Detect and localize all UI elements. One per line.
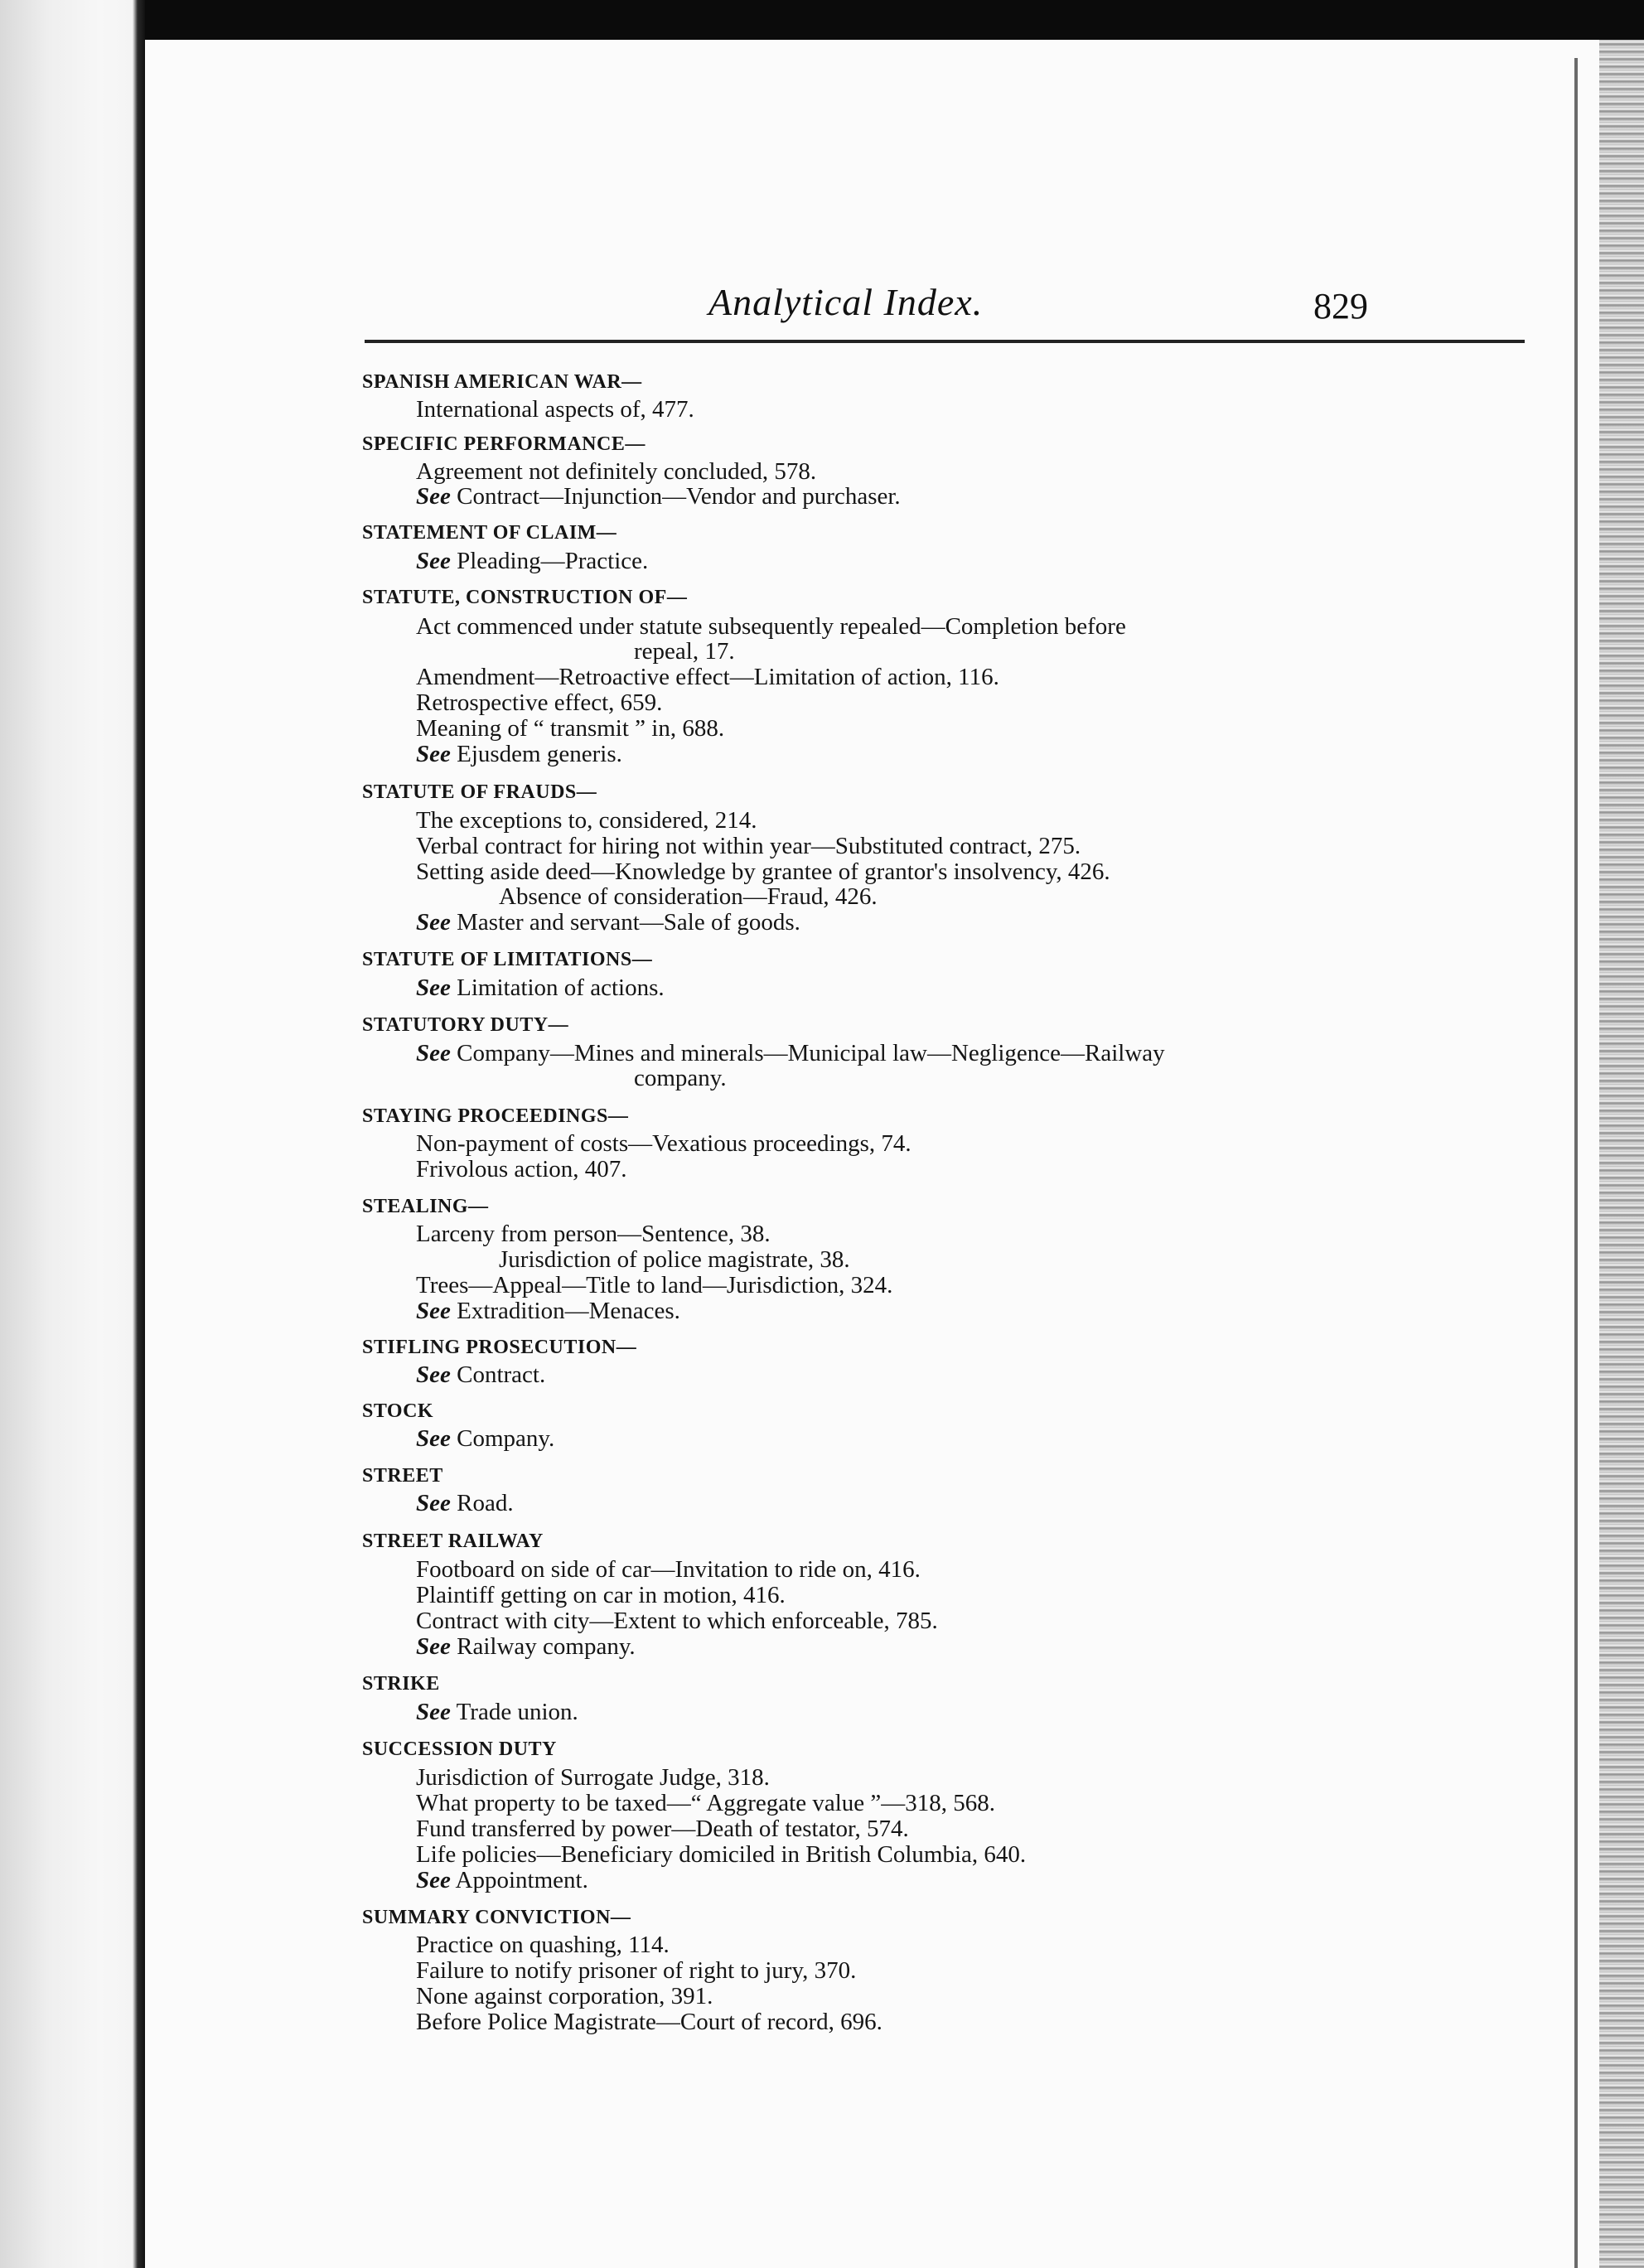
see-target: Company—Mines and minerals—Municipal law—Negligence—Railway [450, 1040, 1165, 1066]
see-reference [416, 548, 648, 575]
index-entry: Meaning of “ transmit ” in, 688. [416, 715, 725, 742]
see-reference [416, 1361, 545, 1389]
see-reference [416, 1425, 554, 1453]
see-target: Master and servant—Sale of goods. [450, 909, 800, 936]
see-target: Limitation of actions. [450, 974, 665, 1001]
index-entry-continuation: company. [634, 1065, 727, 1091]
scan-top-border [0, 0, 1644, 40]
see-label: See [416, 741, 451, 767]
see-target: Trade union. [450, 1699, 578, 1725]
scan-binding-edge [0, 0, 145, 2268]
see-target: Pleading—Practice. [450, 548, 649, 574]
index-heading: SPECIFIC PERFORMANCE— [362, 433, 646, 455]
index-heading: STATUTE OF LIMITATIONS— [362, 949, 653, 970]
header-rule [365, 340, 1525, 343]
see-reference [416, 1490, 514, 1517]
index-heading: STATUTE, CONSTRUCTION OF— [362, 587, 688, 608]
see-label: See [416, 1699, 451, 1725]
index-entry: Retrospective effect, 659. [416, 689, 663, 716]
see-reference [416, 1633, 636, 1661]
page-number: 829 [1313, 286, 1368, 326]
index-heading: STATUTE OF FRAUDS— [362, 781, 597, 803]
see-target: Company. [450, 1425, 555, 1452]
see-label: See [416, 1633, 451, 1660]
index-entry: Failure to notify prisoner of right to jury, 370. [416, 1957, 857, 1984]
scan-right-shadow [1574, 58, 1578, 2268]
see-reference [416, 1867, 588, 1894]
see-reference [416, 483, 901, 510]
index-entry: Trees—Appeal—Title to land—Jurisdiction, 324. [416, 1272, 893, 1298]
index-entry: Fund transferred by power—Death of testator, 574. [416, 1816, 909, 1842]
see-label: See [416, 1425, 451, 1452]
index-page [145, 40, 1599, 2268]
index-entry-continuation: Jurisdiction of police magistrate, 38. [499, 1246, 850, 1273]
index-heading: STATUTORY DUTY— [362, 1014, 569, 1036]
index-entry: Practice on quashing, 114. [416, 1932, 670, 1958]
page-header [145, 280, 1371, 338]
index-entry: Footboard on side of car—Invitation to ride on, 416. [416, 1556, 921, 1583]
index-entry: International aspects of, 477. [416, 396, 694, 423]
see-label: See [416, 909, 451, 936]
see-reference [416, 1298, 680, 1325]
index-heading: STIFLING PROSECUTION— [362, 1337, 637, 1358]
see-target: Ejusdem generis. [450, 741, 622, 767]
index-entry: Amendment—Retroactive effect—Limitation of action, 116. [416, 664, 999, 690]
see-label: See [416, 1490, 451, 1516]
index-heading: SPANISH AMERICAN WAR— [362, 371, 642, 393]
index-entry: Verbal contract for hiring not within year—Substituted contract, 275. [416, 833, 1081, 859]
index-entry: Act commenced under statute subsequently repealed—Completion before [416, 613, 1126, 640]
see-target: Contract. [450, 1361, 546, 1388]
see-target: Extradition—Menaces. [450, 1298, 680, 1324]
index-entry-continuation: Absence of consideration—Fraud, 426. [499, 883, 878, 910]
see-target: Railway company. [450, 1633, 636, 1660]
see-reference [416, 741, 622, 768]
index-entry: Frivolous action, 407. [416, 1156, 627, 1182]
index-heading: SUMMARY CONVICTION— [362, 1907, 631, 1928]
see-label: See [416, 1040, 451, 1066]
see-label: See [416, 483, 451, 510]
see-label: See [416, 974, 451, 1001]
index-entry: The exceptions to, considered, 214. [416, 807, 757, 834]
see-label: See [416, 1867, 451, 1893]
see-label: See [416, 1361, 451, 1388]
see-label: See [416, 1298, 451, 1324]
scan-page-edges [1599, 40, 1644, 2268]
index-heading: STREET [362, 1465, 443, 1487]
index-entry: Jurisdiction of Surrogate Judge, 318. [416, 1764, 770, 1791]
index-heading: STEALING— [362, 1196, 489, 1217]
index-entry: Setting aside deed—Knowledge by grantee of grantor's insolvency, 426. [416, 858, 1110, 885]
index-entry: Agreement not definitely concluded, 578. [416, 458, 817, 485]
page-title: Analytical Index. [708, 281, 984, 323]
see-target: Contract—Injunction—Vendor and purchaser. [450, 483, 901, 510]
index-heading: STATEMENT OF CLAIM— [362, 522, 617, 544]
see-target: Road. [450, 1490, 514, 1516]
index-entry: What property to be taxed—“ Aggregate value ”—318, 568. [416, 1790, 995, 1816]
see-target: Appointment. [450, 1867, 588, 1893]
see-reference [416, 1040, 1165, 1067]
index-entry: Life policies—Beneficiary domiciled in British Columbia, 640. [416, 1841, 1027, 1868]
index-entry: Contract with city—Extent to which enforceable, 785. [416, 1608, 938, 1634]
index-heading: STREET RAILWAY [362, 1531, 544, 1552]
index-entry: Larceny from person—Sentence, 38. [416, 1221, 771, 1247]
see-reference [416, 909, 800, 936]
index-entry-continuation: repeal, 17. [634, 638, 735, 665]
see-label: See [416, 548, 451, 574]
index-entry: Before Police Magistrate—Court of record, 696. [416, 2009, 882, 2035]
index-entry: Non-payment of costs—Vexatious proceedings, 74. [416, 1130, 911, 1157]
index-entry: None against corporation, 391. [416, 1983, 713, 2009]
index-heading: STAYING PROCEEDINGS— [362, 1105, 629, 1127]
see-reference [416, 974, 665, 1002]
index-heading: SUCCESSION DUTY [362, 1738, 557, 1760]
index-entry: Plaintiff getting on car in motion, 416. [416, 1582, 786, 1608]
index-heading: STRIKE [362, 1673, 440, 1695]
see-reference [416, 1699, 578, 1726]
index-heading: STOCK [362, 1400, 434, 1422]
